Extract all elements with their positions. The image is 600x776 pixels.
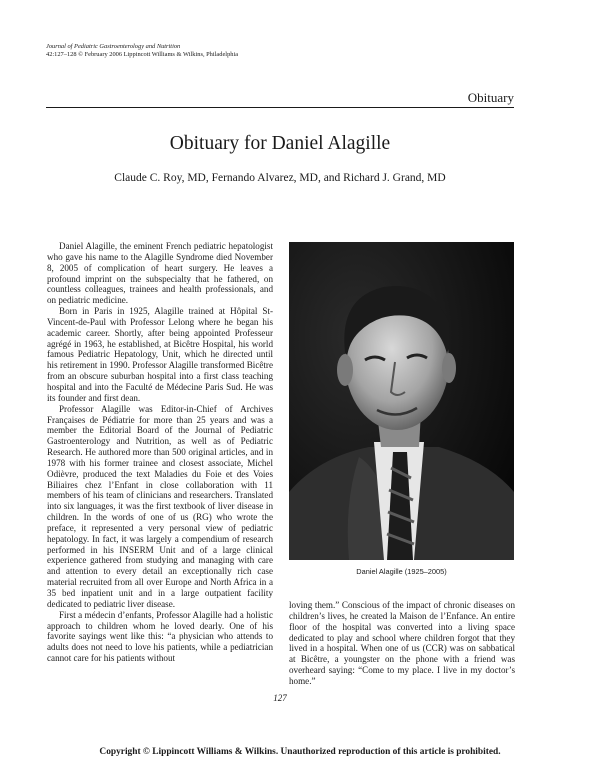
- page-number: 127: [273, 693, 287, 703]
- right-column: [289, 600, 515, 687]
- paragraph-4: First a médecin d’enfants, Professor Alagille had a holistic approach to children whom he loved dearly. One of his favorite sayings went like this: “a physician who attends to adults does not need to love his patients, while a pediatrician cannot care for his patients without: [47, 609, 273, 664]
- paragraph-3: Professor Alagille was Editor-in-Chief of Archives Françaises de Pédiatrie for more than 25 years and was a member the Editorial Board of the Journal of Pediatric Gastroenterology and Nutrition, as well as of Pediatric Research. He authored more than 500 original articles, and in 1978 with his former trainee and closest associate, Michel Odièvre, produced the text Maladies du Foie et des Voies Biliaires chez l’Enfant in close collaboration with 11 members of his team of clinicians and researchers. Translated into six languages, it was the first textbook of liver disease in children. In the words of one of us (RG) who wrote the preface, it represented a very personal view of pediatric hepatology. In fact, it was largely a compendium of research performed in his INSERM Unit and of a large clinical experience gathered from studying and managing with care and attention to every detail an exceptionally rich case material recruited from all over Europe and North Africa in a 35 bed inpatient unit and in a large outpatient facility dedicated to pediatric liver disease.: [47, 403, 273, 609]
- paragraph-2: Born in Paris in 1925, Alagille trained at Hôpital St-Vincent-de-Paul with Professor Lelong where he began his academic career. Shortly, after being appointed Professeur agrégé in 1963, he established, at Bicêtre Hospital, his world famous Pediatric Hepatology, Unit, which he directed until his retirement in 1990. Professor Alagille transformed Bicêtre from an obscure suburban hospital into a first class teaching hospital and into the Faculté de Médecine Paris Sud. He was its founder and first dean.: [47, 306, 273, 403]
- citation-line: 42:127–128 © February 2006 Lippincott Williams & Wilkins, Philadelphia: [46, 51, 239, 58]
- left-column: [47, 241, 273, 664]
- copyright-notice: Copyright © Lippincott Williams & Wilkins. Unauthorized reproduction of this article is prohibited.: [99, 747, 501, 757]
- photo-caption: Daniel Alagille (1925–2005): [356, 567, 447, 576]
- paragraph-4-continued: loving them.” Conscious of the impact of chronic diseases on children’s lives, he created la Maison de l’Enfance. An entire floor of the hospital was converted into a living space dedicated to play and school where children forgot that they lived in a hospital. When one of us (CCR) was on sabbatical at Bicêtre, a youngster on the phone with a friend was overheard saying: “Come to my place. I live in my doctor’s home.”: [289, 600, 515, 686]
- section-label: Obituary: [46, 90, 514, 108]
- author-line: Claude C. Roy, MD, Fernando Alvarez, MD, and Richard J. Grand, MD: [114, 172, 446, 184]
- portrait-photo: [289, 242, 514, 560]
- paragraph-1: Daniel Alagille, the eminent French pediatric hepatologist who gave his name to the Alagille Syndrome died November 8, 2005 of complication of heart surgery. He leaves a profound imprint on the subspecialty that he fathered, on countless colleagues, trainees and health professionals, and on pediatric medicine.: [47, 241, 273, 306]
- journal-name: Journal of Pediatric Gastroenterology and Nutrition: [46, 43, 181, 50]
- portrait-illustration: [289, 242, 514, 560]
- article-title: Obituary for Daniel Alagille: [169, 133, 391, 154]
